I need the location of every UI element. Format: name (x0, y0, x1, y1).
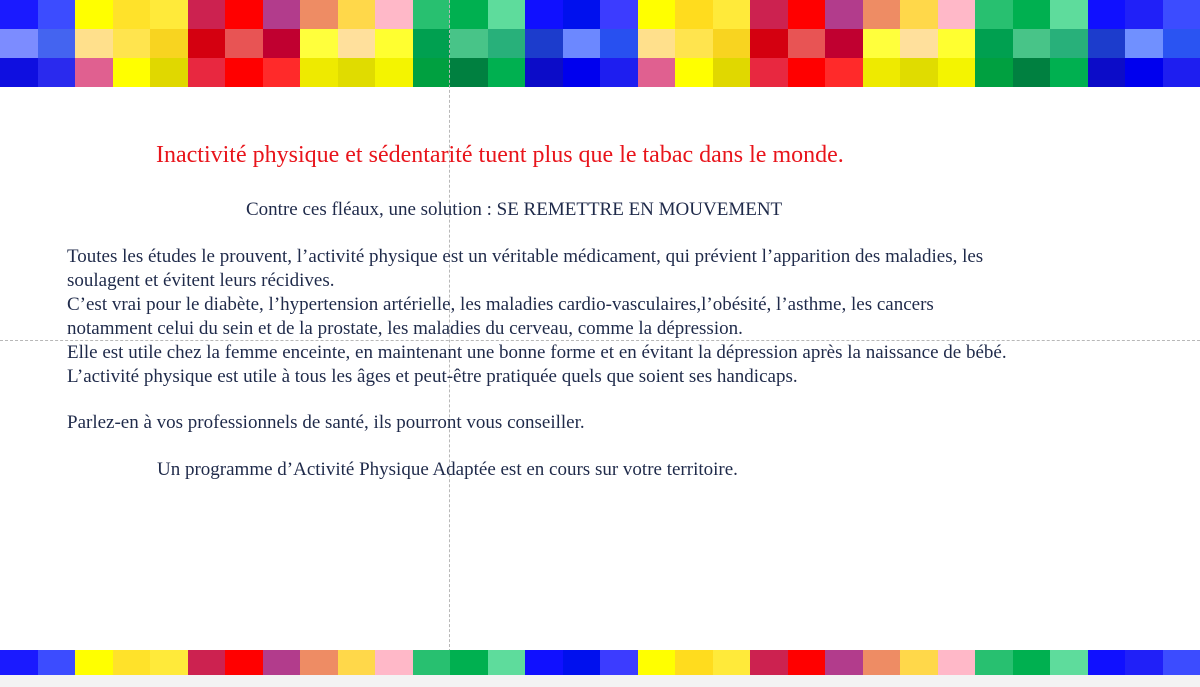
body-line: Elle est utile chez la femme enceinte, en maintenant une bonne forme et en évitant la dépression après la naissance de bébé. (67, 342, 1007, 363)
mosaic-tile (713, 58, 751, 87)
mosaic-tile (600, 0, 638, 29)
body-line: C’est vrai pour le diabète, l’hypertension artérielle, les maladies cardio-vasculaires,l’obésité, l’asthme, les cancers (67, 294, 934, 315)
mosaic-tile (0, 29, 38, 58)
mosaic-tile (1163, 650, 1200, 675)
mosaic-tile (638, 650, 676, 675)
mosaic-tile (638, 29, 676, 58)
mosaic-tile (750, 29, 788, 58)
mosaic-tile (450, 58, 488, 87)
mosaic-tile (1125, 0, 1163, 29)
mosaic-tile (113, 0, 151, 29)
mosaic-tile (225, 0, 263, 29)
mosaic-tile (0, 650, 38, 675)
mosaic-tile (788, 650, 826, 675)
mosaic-tile (900, 58, 938, 87)
mosaic-tile (975, 58, 1013, 87)
mosaic-tile (1163, 29, 1200, 58)
body-line: Toutes les études le prouvent, l’activité physique est un véritable médicament, qui prévient l’apparition des maladies, les (67, 246, 984, 267)
mosaic-tile (113, 650, 151, 675)
mosaic-tile (1088, 650, 1126, 675)
mosaic-tile (113, 29, 151, 58)
mosaic-tile (600, 650, 638, 675)
mosaic-tile (0, 58, 38, 87)
mosaic-tile (563, 29, 601, 58)
mosaic-tile (750, 0, 788, 29)
mosaic-tile (225, 650, 263, 675)
mosaic-tile (825, 0, 863, 29)
mosaic-tile (1125, 650, 1163, 675)
mosaic-tile (300, 58, 338, 87)
body-line: soulagent et évitent leurs récidives. (67, 270, 335, 291)
mosaic-tile (263, 29, 301, 58)
mosaic-tile (188, 58, 226, 87)
mosaic-tile (113, 58, 151, 87)
mosaic-tile (600, 58, 638, 87)
mosaic-tile (525, 58, 563, 87)
mosaic-tile (1013, 29, 1051, 58)
bottom-color-mosaic (0, 650, 1200, 675)
mosaic-tile (1163, 0, 1200, 29)
mosaic-tile (1013, 0, 1051, 29)
mosaic-tile (263, 650, 301, 675)
mosaic-tile (38, 0, 76, 29)
mosaic-tile (713, 650, 751, 675)
mosaic-tile (300, 29, 338, 58)
mosaic-tile (75, 58, 113, 87)
mosaic-tile (713, 29, 751, 58)
mosaic-tile (338, 0, 376, 29)
mosaic-tile (975, 650, 1013, 675)
mosaic-tile (150, 0, 188, 29)
mosaic-tile (188, 29, 226, 58)
mosaic-tile (188, 0, 226, 29)
mosaic-tile (1013, 58, 1051, 87)
mosaic-tile (1088, 58, 1126, 87)
mosaic-tile (975, 29, 1013, 58)
mosaic-tile (713, 0, 751, 29)
mosaic-tile (863, 58, 901, 87)
mosaic-tile (1050, 29, 1088, 58)
mosaic-tile (338, 58, 376, 87)
mosaic-tile (75, 650, 113, 675)
mosaic-tile (488, 0, 526, 29)
mosaic-tile (900, 0, 938, 29)
mosaic-tile (338, 29, 376, 58)
mosaic-tile (375, 650, 413, 675)
mosaic-tile (1163, 58, 1200, 87)
mosaic-tile (225, 29, 263, 58)
body-paragraph (67, 245, 1007, 389)
mosaic-tile (38, 58, 76, 87)
mosaic-tile (638, 0, 676, 29)
mosaic-tile (375, 0, 413, 29)
mosaic-tile (75, 29, 113, 58)
mosaic-tile (750, 650, 788, 675)
mosaic-tile (1050, 58, 1088, 87)
mosaic-tile (300, 650, 338, 675)
mosaic-tile (450, 0, 488, 29)
document-subtitle: Contre ces fléaux, une solution : SE REMETTRE EN MOUVEMENT (246, 199, 783, 220)
mosaic-tile (900, 650, 938, 675)
mosaic-tile (75, 0, 113, 29)
mosaic-tile (225, 58, 263, 87)
mosaic-tile (413, 29, 451, 58)
mosaic-tile (825, 650, 863, 675)
mosaic-tile (188, 650, 226, 675)
mosaic-tile (263, 58, 301, 87)
mosaic-tile (600, 29, 638, 58)
program-paragraph: Un programme d’Activité Physique Adaptée est en cours sur votre territoire. (157, 459, 738, 480)
mosaic-tile (975, 0, 1013, 29)
mosaic-tile (1050, 650, 1088, 675)
mosaic-tile (488, 29, 526, 58)
mosaic-tile (788, 58, 826, 87)
mosaic-tile (863, 650, 901, 675)
mosaic-tile (413, 650, 451, 675)
mosaic-tile (563, 0, 601, 29)
mosaic-tile (938, 58, 976, 87)
mosaic-tile (1088, 0, 1126, 29)
mosaic-tile (413, 0, 451, 29)
mosaic-tile (675, 29, 713, 58)
mosaic-tile (638, 58, 676, 87)
mosaic-tile (38, 650, 76, 675)
mosaic-tile (900, 29, 938, 58)
mosaic-tile (375, 29, 413, 58)
mosaic-tile (1050, 0, 1088, 29)
mosaic-tile (38, 29, 76, 58)
body-line: L’activité physique est utile à tous les âges et peut-être pratiquée quels que soient ses handicaps. (67, 366, 798, 387)
mosaic-tile (1088, 29, 1126, 58)
mosaic-tile (938, 29, 976, 58)
mosaic-tile (450, 29, 488, 58)
mosaic-tile (825, 29, 863, 58)
mosaic-tile (525, 29, 563, 58)
mosaic-tile (1013, 650, 1051, 675)
mosaic-tile (563, 58, 601, 87)
mosaic-tile (338, 650, 376, 675)
mosaic-tile (488, 650, 526, 675)
mosaic-tile (450, 650, 488, 675)
mosaic-tile (525, 650, 563, 675)
mosaic-tile (788, 0, 826, 29)
document-title: Inactivité physique et sédentarité tuent plus que le tabac dans le monde. (156, 142, 844, 168)
mosaic-tile (750, 58, 788, 87)
mosaic-tile (150, 58, 188, 87)
bottom-scroll-strip (0, 675, 1200, 687)
mosaic-tile (263, 0, 301, 29)
mosaic-tile (150, 29, 188, 58)
mosaic-tile (375, 58, 413, 87)
body-line: notamment celui du sein et de la prostate, les maladies du cerveau, comme la dépression. (67, 318, 743, 339)
mosaic-tile (825, 58, 863, 87)
mosaic-tile (675, 0, 713, 29)
mosaic-tile (413, 58, 451, 87)
top-color-mosaic (0, 0, 1200, 87)
mosaic-tile (0, 0, 38, 29)
mosaic-tile (938, 0, 976, 29)
mosaic-tile (863, 29, 901, 58)
mosaic-tile (938, 650, 976, 675)
mosaic-tile (1125, 29, 1163, 58)
mosaic-tile (675, 650, 713, 675)
mosaic-tile (863, 0, 901, 29)
mosaic-tile (563, 650, 601, 675)
talk-paragraph: Parlez-en à vos professionnels de santé, ils pourront vous conseiller. (67, 412, 585, 433)
mosaic-tile (1125, 58, 1163, 87)
mosaic-tile (788, 29, 826, 58)
mosaic-tile (300, 0, 338, 29)
mosaic-tile (150, 650, 188, 675)
mosaic-tile (675, 58, 713, 87)
mosaic-tile (525, 0, 563, 29)
mosaic-tile (488, 58, 526, 87)
